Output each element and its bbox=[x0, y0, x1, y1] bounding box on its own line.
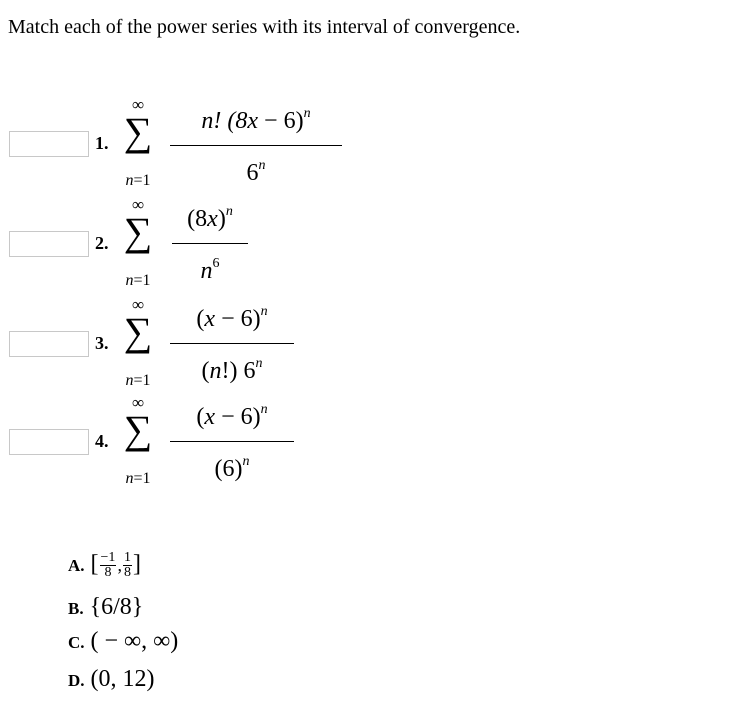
fraction-neg-one-eighth: $\frac{-1}{8}$ bbox=[100, 549, 116, 580]
series-3-denominator: (n!) 6$^n$ bbox=[201, 356, 263, 384]
sigma-symbol: ∑ bbox=[123, 109, 153, 154]
choice-c-text: ( − ∞, ∞) bbox=[90, 628, 179, 654]
fraction-bar bbox=[170, 441, 294, 442]
sigma-lower-limit: n=1 bbox=[125, 272, 151, 289]
series-1-numerator: n! $(8x - 6)^n$ bbox=[201, 106, 311, 134]
series-number-1: 1. bbox=[95, 133, 109, 153]
choice-b-text: {6/8} bbox=[89, 594, 144, 620]
series-number-4: 4. bbox=[95, 431, 109, 451]
fraction-bar bbox=[170, 343, 294, 344]
choice-a: A. [ $\frac{-1}{8}$ , $\frac{1}{8}$ ] bbox=[68, 549, 141, 580]
series-3-numerator: $(x - 6)^n$ bbox=[196, 304, 268, 332]
answer-input-1[interactable] bbox=[9, 131, 89, 157]
answer-input-4[interactable] bbox=[9, 429, 89, 455]
series-1-denominator: 6$^n$ bbox=[246, 158, 266, 186]
series-number-2: 2. bbox=[95, 233, 109, 253]
choice-label: D. bbox=[68, 671, 85, 690]
choice-b bbox=[68, 592, 143, 624]
answer-input-3[interactable] bbox=[9, 331, 89, 357]
sigma-upper-limit: ∞ bbox=[131, 393, 145, 412]
fraction-one-eighth: $\frac{1}{8}$ bbox=[123, 549, 131, 580]
series-1-fraction bbox=[170, 100, 342, 186]
choice-c bbox=[68, 626, 178, 658]
fraction-bar bbox=[172, 243, 248, 244]
sigma-upper-limit: ∞ bbox=[131, 295, 145, 314]
fraction-bar bbox=[170, 145, 342, 146]
sigma-upper-limit: ∞ bbox=[131, 95, 145, 114]
sigma-lower-limit: n=1 bbox=[125, 372, 151, 389]
series-number-3: 3. bbox=[95, 333, 109, 353]
choice-d-text: (0, 12) bbox=[90, 666, 155, 692]
sigma-symbol: ∑ bbox=[123, 209, 153, 254]
series-4-fraction bbox=[170, 396, 294, 482]
series-2-numerator: $(8x)^n$ bbox=[187, 204, 233, 232]
choice-label: C. bbox=[68, 633, 85, 652]
series-2-fraction bbox=[172, 198, 248, 284]
choice-label: A. bbox=[68, 556, 85, 575]
sigma-upper-limit: ∞ bbox=[131, 195, 145, 214]
sigma-symbol: ∑ bbox=[123, 309, 153, 354]
prompt-text: Match each of the power series with its interval of convergence. bbox=[8, 16, 521, 38]
choice-label: B. bbox=[68, 599, 84, 618]
sigma-lower-limit: n=1 bbox=[125, 470, 151, 487]
series-4-denominator: $(6)^n$ bbox=[214, 454, 250, 482]
series-2-denominator: $n^6$ bbox=[200, 256, 220, 284]
choice-d bbox=[68, 664, 155, 696]
answer-input-2[interactable] bbox=[9, 231, 89, 257]
sigma-symbol: ∑ bbox=[123, 407, 153, 452]
series-4-numerator: $(x - 6)^n$ bbox=[196, 402, 268, 430]
series-3-fraction bbox=[170, 298, 294, 384]
sigma-lower-limit: n=1 bbox=[125, 172, 151, 189]
